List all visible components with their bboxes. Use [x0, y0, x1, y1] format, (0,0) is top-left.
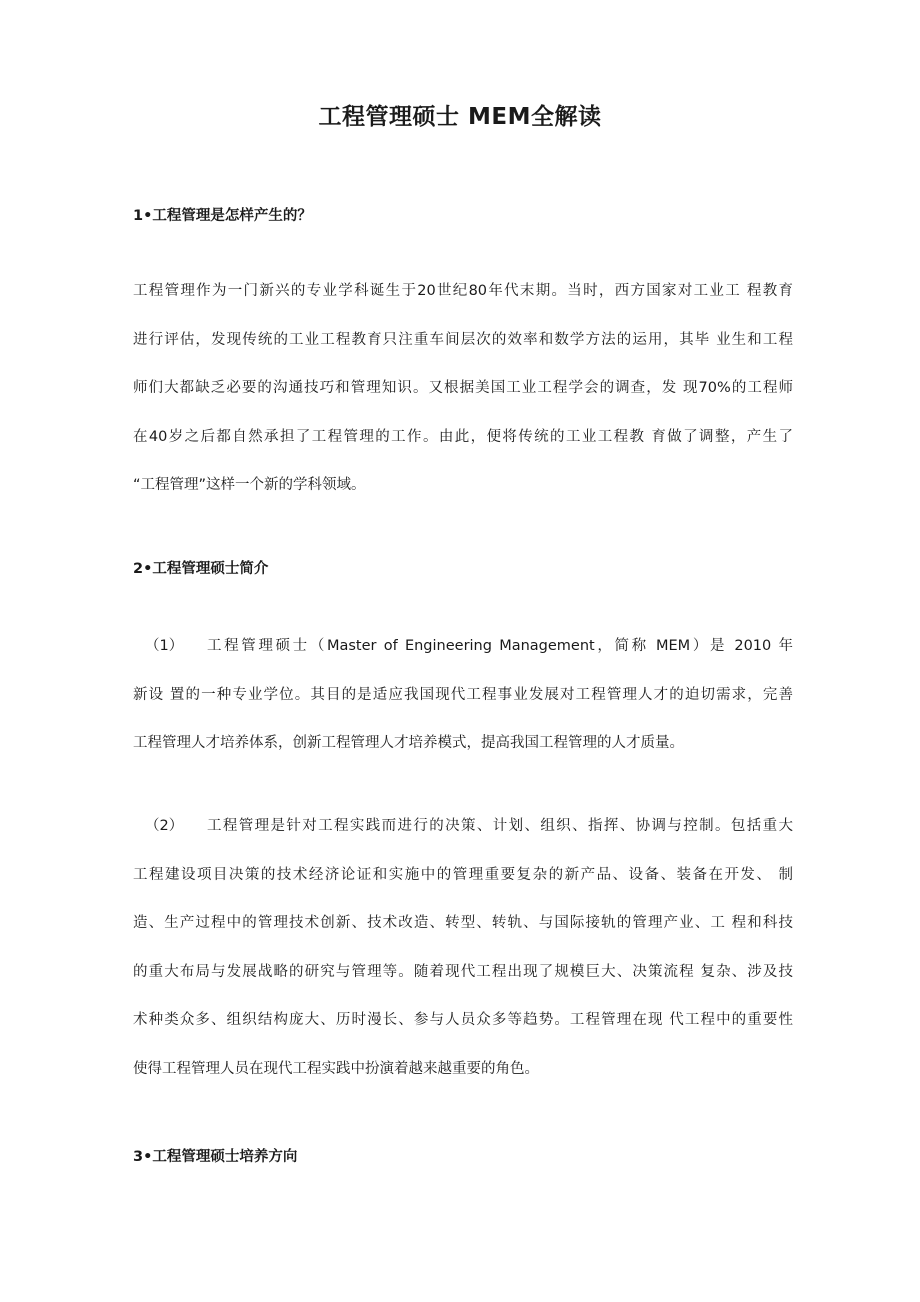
paragraph-line: 工程管理硕士（Master of Engineering Management，简称 MEM）是 2010 年	[207, 638, 793, 654]
paragraph-line: “工程管理”这样一个新的学科领域。	[133, 477, 366, 493]
paragraph-line: 造、生产过程中的管理技术创新、技术改造、转型、转轨、与国际接轨的管理产业、工 程和科技	[133, 915, 793, 931]
list-number: （2）	[145, 818, 184, 834]
paragraph-line: 新设 置的一种专业学位。其目的是适应我国现代工程事业发展对工程管理人才的迫切需求，完善	[133, 686, 793, 703]
section-heading-2: 2•工程管理硕士简介	[133, 561, 269, 577]
section-heading-1: 1•工程管理是怎样产生的？	[133, 208, 312, 224]
paragraph-line: 使得工程管理人员在现代工程实践中扮演着越来越重要的角色。	[133, 1060, 539, 1077]
section-heading-3: 3•工程管理硕士培养方向	[133, 1149, 298, 1165]
section-2-paragraph-1	[133, 622, 793, 768]
paragraph-first-line	[133, 622, 793, 671]
paragraph-line: 工程管理人才培养体系，创新工程管理人才培养模式，提高我国工程管理的人才质量。	[133, 735, 684, 751]
paragraph-line: 的重大布局与发展战略的研究与管理等。随着现代工程出现了规模巨大、决策流程 复杂、涉及技	[133, 963, 793, 980]
paragraph-line: 工程管理是针对工程实践而进行的决策、计划、组织、指挥、协调与控制。包括重大	[207, 818, 793, 834]
section-2-paragraph-2	[133, 802, 793, 1093]
page-title: 工程管理硕士 MEM全解读	[318, 104, 602, 130]
section-1-paragraph	[133, 267, 793, 510]
list-number: （1）	[145, 638, 184, 654]
paragraph-line: 在40岁之后都自然承担了工程管理的工作。由此，便将传统的工业工程教 育做了调整，产生了	[133, 428, 793, 445]
paragraph-line: 师们大都缺乏必要的沟通技巧和管理知识。又根据美国工业工程学会的调查，发 现70%的工程师	[133, 380, 793, 396]
paragraph-line: 进行评估，发现传统的工业工程教育只注重车间层次的效率和数学方法的运用，其毕 业生和工程	[133, 331, 793, 348]
paragraph-line: 术种类众多、组织结构庞大、历时漫长、参与人员众多等趋势。工程管理在现 代工程中的重要性	[133, 1012, 793, 1028]
paragraph-line: 工程管理作为一门新兴的专业学科诞生于20世纪80年代末期。当时，西方国家对工业工 程教育	[133, 283, 793, 299]
paragraph-line: 工程建设项目决策的技术经济论证和实施中的管理重要复杂的新产品、设备、装备在开发、 制	[133, 866, 793, 883]
paragraph-first-line	[133, 802, 793, 851]
